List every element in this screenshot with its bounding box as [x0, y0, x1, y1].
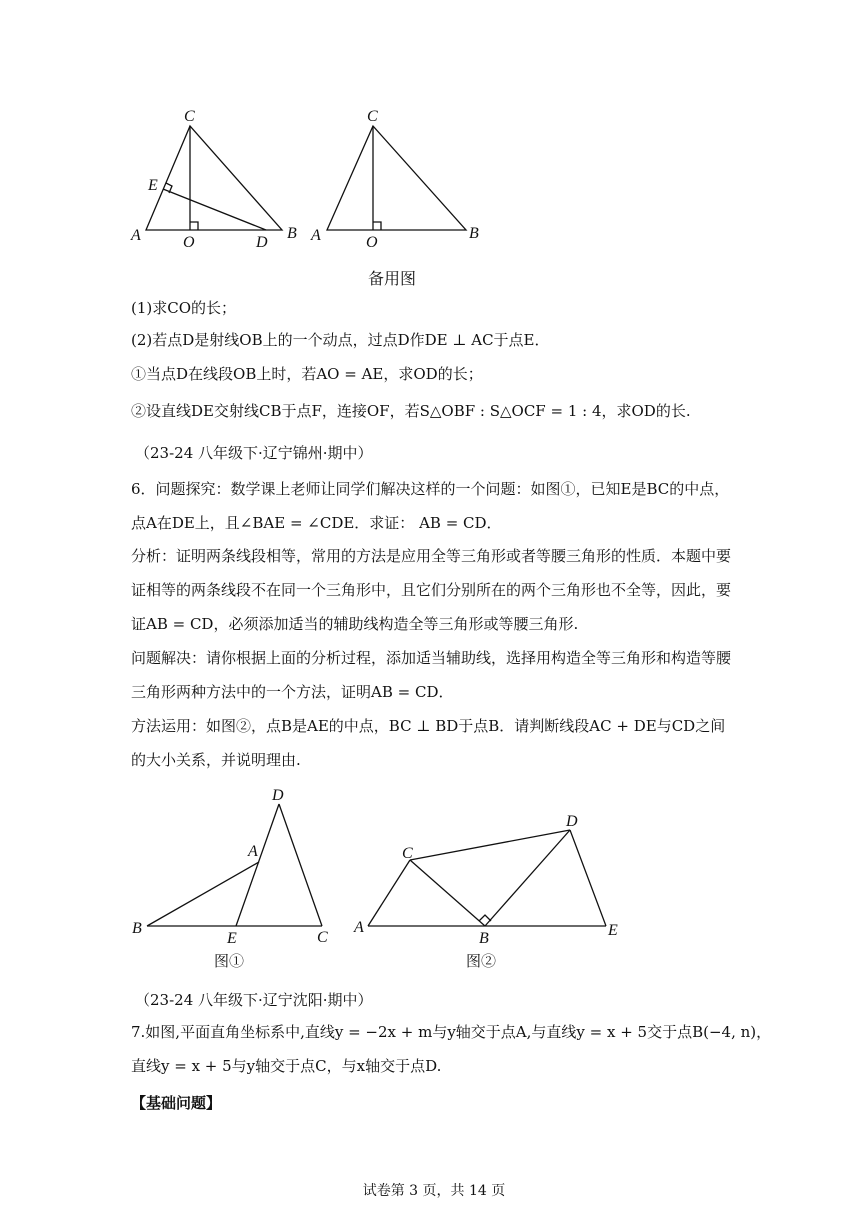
caption-backup-figure: 备用图 [368, 269, 417, 288]
q5-part1: (1)求CO的长； [131, 299, 237, 317]
fig2-label-E: E [608, 922, 618, 939]
fig1-label-C: C [317, 929, 328, 946]
q5-part2: (2)若点D是射线OB上的一个动点，过点D作DE ⊥ AC于点E． [131, 331, 550, 349]
q6-line7: 三角形两种方法中的一个方法，证明AB = CD． [131, 683, 454, 701]
q6-line4: 证相等的两条线段不在同一个三角形中，且它们分别所在的两个三角形也不全等，因此，要 [131, 581, 732, 599]
figure-triangle-acb-with-e [146, 126, 282, 230]
fig1-label-D: D [272, 787, 284, 804]
caption-figure-2: 图② [466, 952, 497, 970]
label-D: D [256, 234, 268, 251]
fig1-label-A: A [248, 843, 258, 860]
q6-line5: 证AB = CD，必须添加适当的辅助线构造全等三角形或等腰三角形. [131, 615, 579, 633]
caption-figure-1: 图① [214, 952, 245, 970]
q6-line2: 点A在DE上，且∠BAE = ∠CDE．求证： AB = CD． [131, 514, 502, 532]
q5-part2-2: ②设直线DE交射线CB于点F，连接OF，若S△OBF : S△OCF = 1 : 4，求OD的长. [131, 402, 691, 420]
q6-line1: 6．问题探究：数学课上老师让同学们解决这样的一个问题：如图①，已知E是BC的中点， [131, 480, 730, 498]
q7-source: （23-24 八年级下·辽宁沈阳·期中） [135, 991, 373, 1009]
q6-line9: 的大小关系，并说明理由. [131, 751, 301, 769]
q6-source: （23-24 八年级下·辽宁锦州·期中） [135, 444, 373, 462]
figure-triangle-acb-backup [327, 126, 466, 230]
top-figures [0, 0, 868, 260]
label-E: E [148, 177, 158, 194]
q5-part2-1: ①当点D在线段OB上时，若AO = AE，求OD的长； [131, 365, 483, 383]
q7-section: 【基础问题】 [131, 1094, 222, 1112]
fig2-label-A: A [354, 919, 364, 936]
label-A: A [131, 227, 141, 244]
q6-line6: 问题解决：请你根据上面的分析过程，添加适当辅助线，选择用构造全等三角形和构造等腰 [131, 649, 732, 667]
mid-figures [0, 780, 868, 980]
label-O2: O [366, 234, 378, 251]
fig2-label-B: B [479, 930, 489, 947]
label-C: C [184, 108, 195, 125]
fig2-label-D: D [566, 813, 578, 830]
q6-line8: 方法运用：如图②，点B是AE的中点，BC ⊥ BD于点B．请判断线段AC + DE与CD之间 [131, 717, 726, 735]
q6-line3: 分析：证明两条线段相等，常用的方法是应用全等三角形或者等腰三角形的性质．本题中要 [131, 547, 732, 565]
label-B: B [287, 225, 297, 242]
label-A2: A [311, 227, 321, 244]
fig1-label-E: E [227, 930, 237, 947]
page-footer: 试卷第 3 页，共 14 页 [362, 1183, 506, 1199]
label-B2: B [469, 225, 479, 242]
label-C2: C [367, 108, 378, 125]
q7-line1: 7.如图,平面直角坐标系中,直线y = −2x + m与y轴交于点A,与直线y = x + 5交于点B(−4, n)， [131, 1023, 772, 1041]
fig1-label-B: B [132, 920, 142, 937]
fig2-label-C: C [402, 845, 413, 862]
figure-1 [147, 804, 322, 926]
q7-line2: 直线y = x + 5与y轴交于点C，与x轴交于点D. [131, 1057, 442, 1075]
label-O: O [183, 234, 195, 251]
